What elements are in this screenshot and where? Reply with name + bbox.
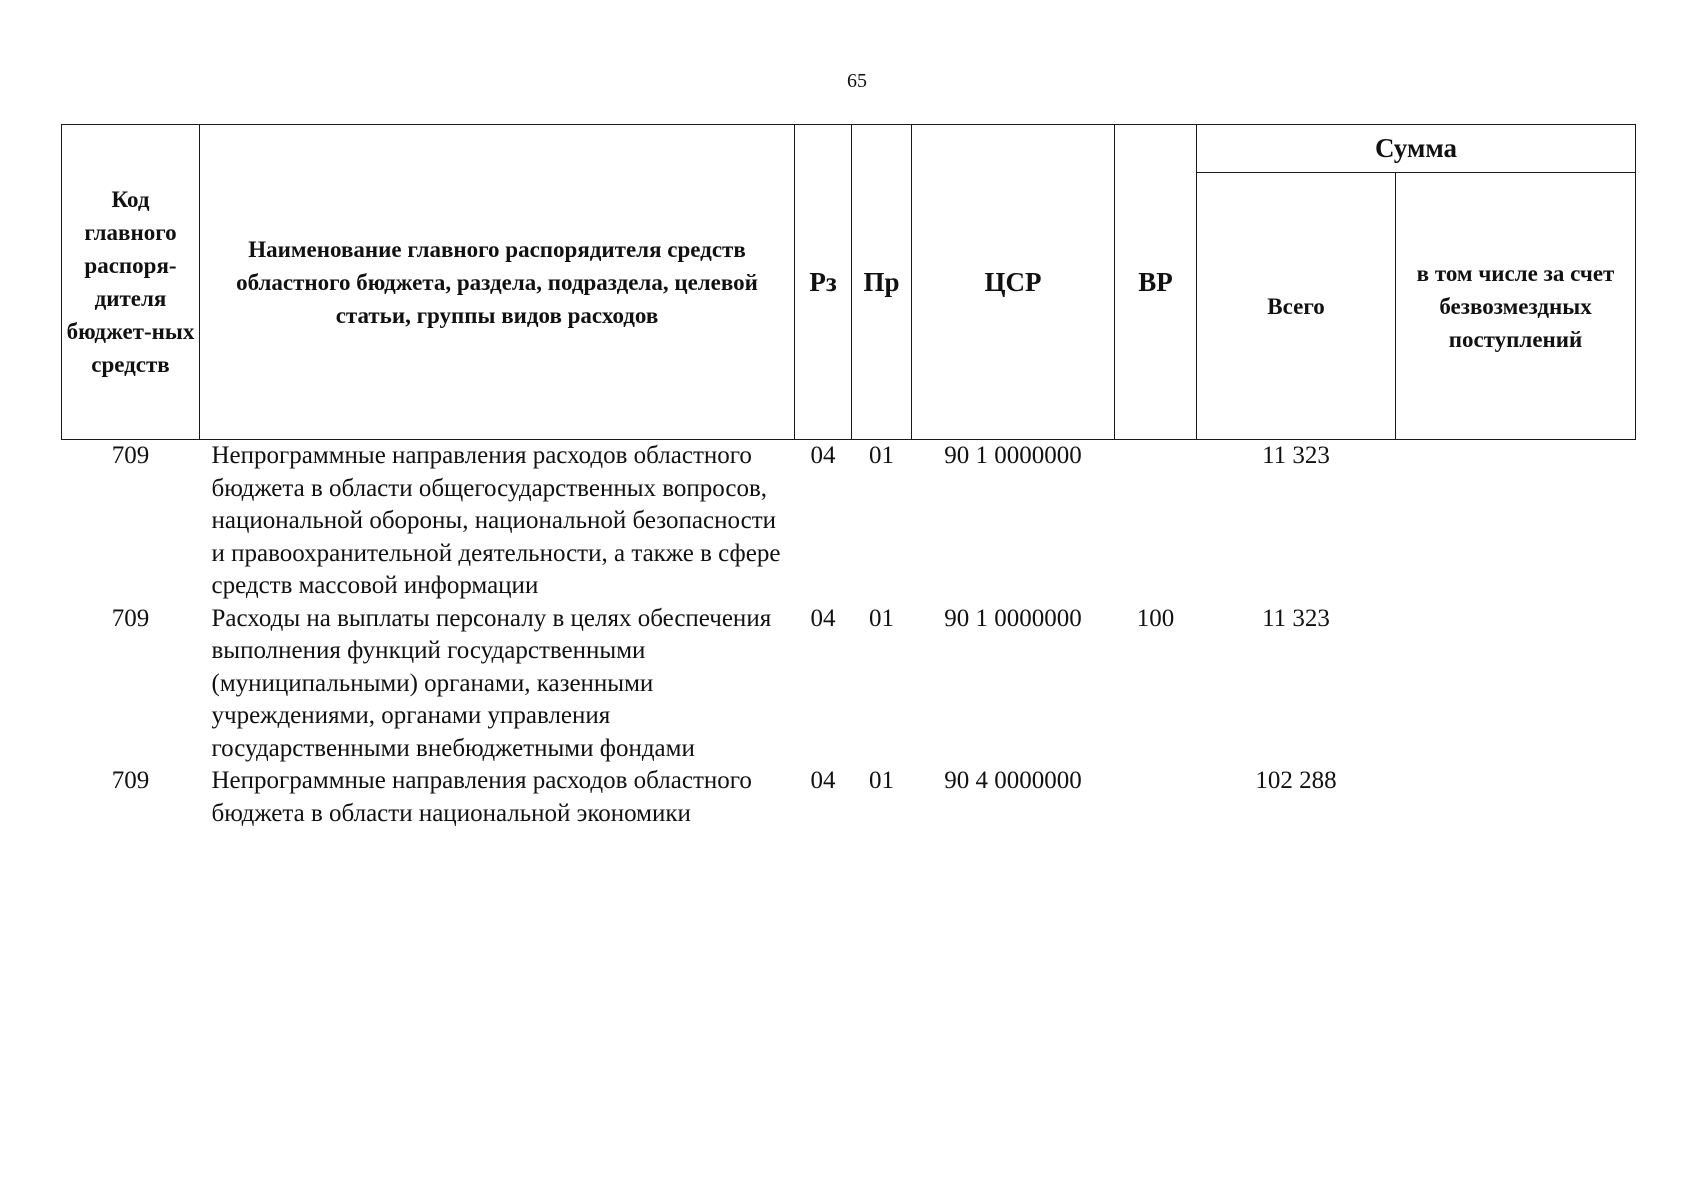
cell-incl-free: [1396, 765, 1636, 830]
cell-rz: 04: [810, 442, 836, 469]
cell-total: 11 323: [1262, 442, 1330, 469]
cell-vr: [1115, 765, 1197, 830]
cell-csr: 90 1 0000000: [944, 442, 1082, 469]
cell-name: Непрограммные направления расходов областного бюджета в области общегосударственных вопросов, национальной обороны, национальной безопасности и правоохранительной деятельности, а также в сфере средств массовой информации: [211, 442, 781, 599]
header-rz: Рз: [795, 125, 852, 440]
table-row: [62, 603, 1636, 766]
header-code: Код главного распоря-дителя бюджет-ных средств: [62, 125, 200, 440]
cell-name: Расходы на выплаты персоналу в целях обеспечения выполнения функций государственными (муниципальными) органами, казенными учреждениями, органами управления государственными внебюджетными фондами: [211, 604, 772, 762]
header-incl-free: в том числе за счет безвозмездных поступлений: [1396, 173, 1636, 440]
budget-table: [61, 124, 1636, 830]
cell-pr: 01: [869, 442, 894, 469]
cell-rz: 04: [810, 604, 836, 632]
cell-total: 102 288: [1255, 767, 1337, 794]
table-row: [62, 765, 1636, 830]
cell-incl-free: [1396, 603, 1636, 766]
cell-code: 709: [111, 767, 150, 794]
page-number: 65: [847, 70, 867, 92]
header-name: Наименование главного распорядителя средств областного бюджета, раздела, подраздела, целевой статьи, группы видов расходов: [200, 125, 795, 440]
table-header-row: [62, 125, 1636, 173]
cell-csr: 90 1 0000000: [944, 604, 1082, 632]
cell-rz: 04: [810, 767, 836, 794]
cell-code: 709: [111, 604, 150, 632]
header-pr: Пр: [852, 125, 912, 440]
header-total: Всего: [1197, 173, 1396, 440]
cell-total: 11 323: [1262, 604, 1330, 632]
cell-incl-free: [1396, 440, 1636, 603]
cell-code: 709: [111, 442, 150, 469]
cell-pr: 01: [869, 604, 894, 632]
cell-vr: 100: [1136, 604, 1175, 632]
header-csr: ЦСР: [912, 125, 1115, 440]
cell-csr: 90 4 0000000: [944, 767, 1082, 794]
table-row: [62, 440, 1636, 603]
header-vr: ВР: [1115, 125, 1197, 440]
header-sum: Сумма: [1197, 125, 1636, 173]
cell-name: Непрограммные направления расходов областного бюджета в области национальной экономики: [211, 767, 752, 827]
cell-vr: [1115, 440, 1197, 603]
cell-pr: 01: [869, 767, 894, 794]
